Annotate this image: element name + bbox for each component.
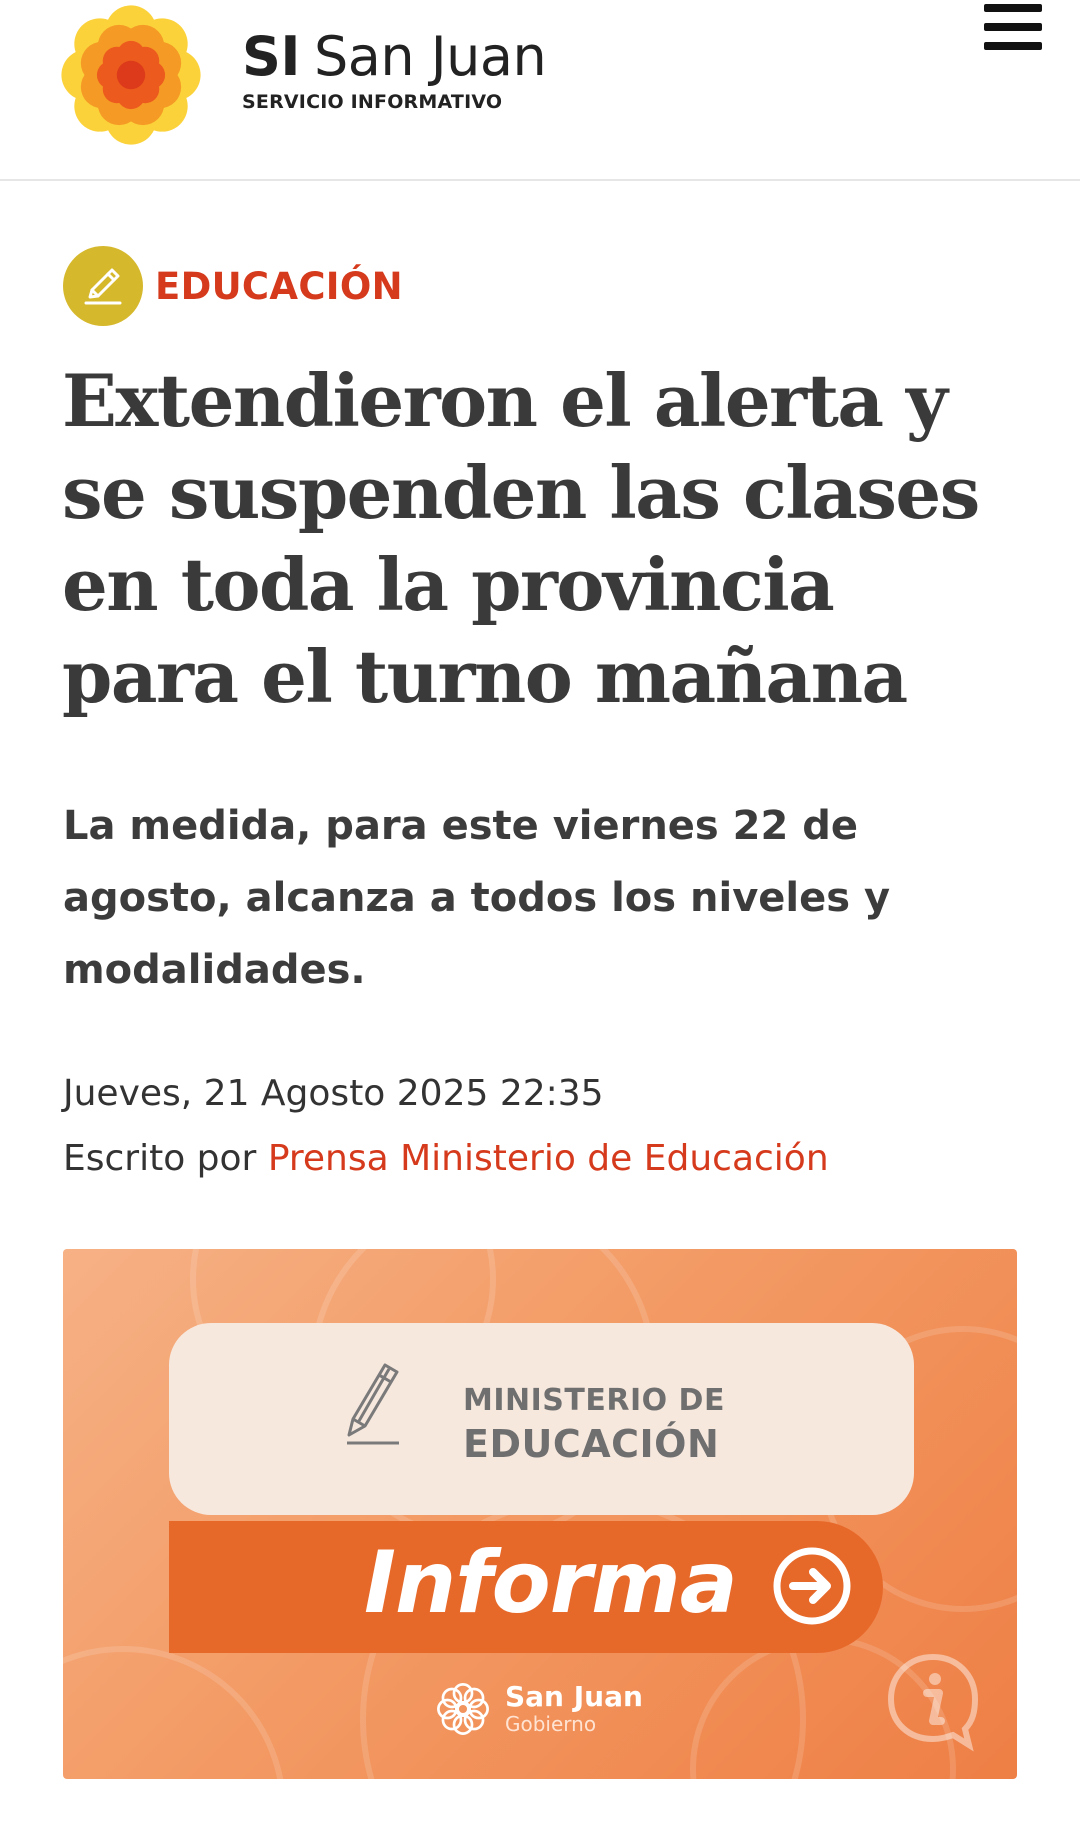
brand-name: San Juan: [313, 25, 547, 88]
informa-banner: [169, 1521, 883, 1653]
menu-bar: [984, 42, 1042, 50]
informa-text: Informa: [364, 1533, 737, 1633]
gobierno-sub: Gobierno: [505, 1712, 597, 1736]
category-badge: [63, 246, 143, 326]
brand-title: [242, 27, 546, 87]
ministry-card: [169, 1323, 914, 1515]
article-title: Extendieron el alerta y se suspenden las clases en toda la provincia para el turno mañana: [62, 358, 979, 719]
san-juan-flower-logo: [433, 1679, 493, 1739]
site-logo-link[interactable]: [60, 4, 546, 146]
article-byline: [63, 1137, 829, 1181]
gobierno-text: [505, 1682, 643, 1736]
article-feature-image[interactable]: [63, 1249, 1017, 1779]
article-date: Jueves, 21 Agosto 2025 22:35: [63, 1073, 604, 1114]
hamburger-menu-icon[interactable]: [984, 4, 1042, 50]
pencil-icon: [80, 263, 126, 309]
brand-subtitle: SERVICIO INFORMATIVO: [242, 91, 503, 113]
category-link[interactable]: [63, 246, 403, 326]
brand-short: SI: [242, 25, 300, 88]
byline-prefix: Escrito por: [63, 1138, 257, 1179]
san-juan-flower-logo: [60, 4, 202, 146]
article-summary: La medida, para este viernes 22 de agosto, alcanza a todos los niveles y modalidades.: [63, 803, 891, 993]
ministry-line1: MINISTERIO DE: [463, 1383, 725, 1418]
gobierno-logo: [433, 1679, 643, 1739]
menu-bar: [984, 4, 1042, 12]
author-link[interactable]: Prensa Ministerio de Educación: [267, 1138, 829, 1179]
gobierno-name: San Juan: [505, 1680, 643, 1713]
pencil-icon: [339, 1359, 403, 1459]
menu-bar: [984, 23, 1042, 31]
brand-text: [242, 27, 546, 113]
arrow-right-circle-icon: [771, 1545, 853, 1627]
site-header: [0, 0, 1080, 181]
category-label: EDUCACIÓN: [155, 264, 403, 308]
info-icon: [881, 1649, 985, 1753]
ministry-line2: EDUCACIÓN: [463, 1422, 720, 1466]
